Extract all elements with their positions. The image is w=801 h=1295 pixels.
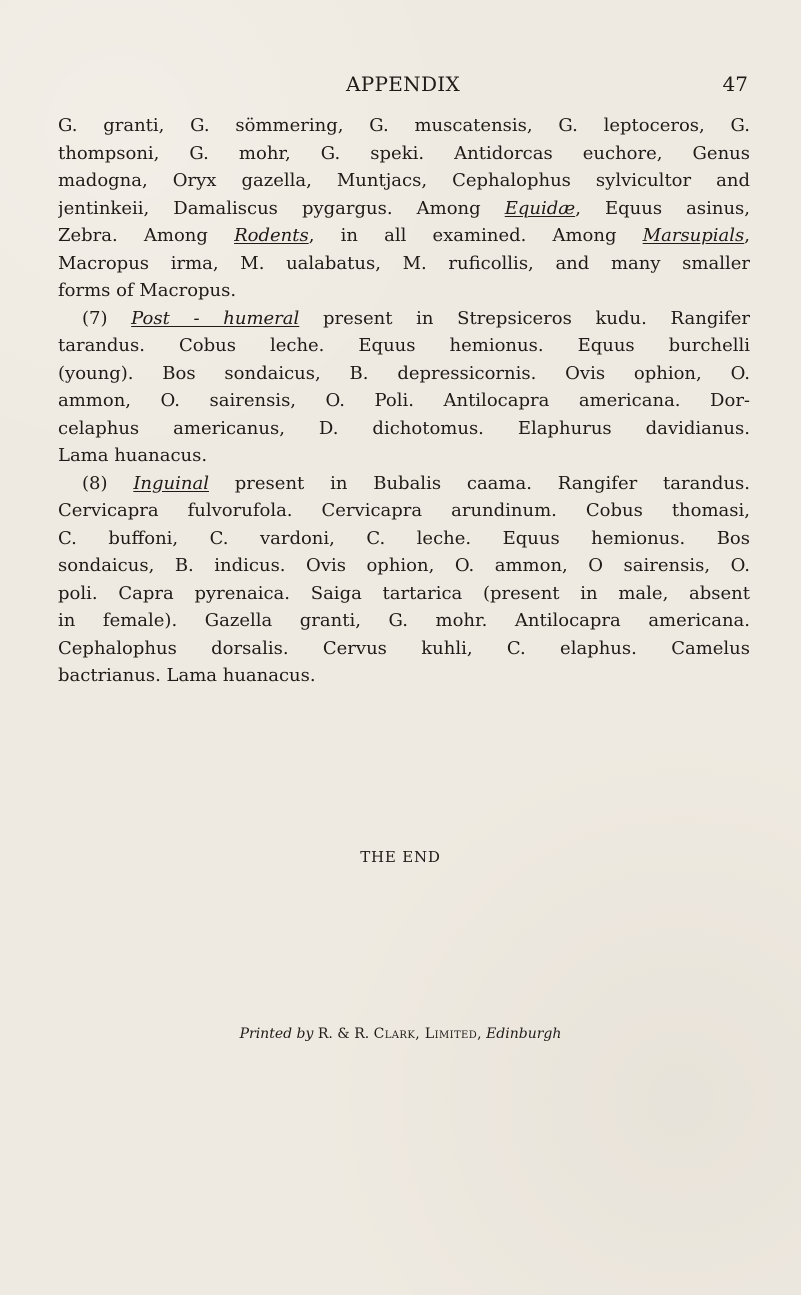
taxon-heading-equidae: Equidæ [504,197,576,219]
printer-separator: , [477,1026,487,1042]
printer-name-initials: R. & R. [313,1026,374,1042]
text-line: Cephalophus dorsalis. Cervus kuhli, C. elaphus. Camelus [58,637,750,659]
taxon-heading-rodents: Rodents [234,225,309,246]
text-line: Cervicapra fulvorufola. Cervicapra arundinum. Cobus thomasi, [58,500,750,521]
text-line: (8) Inguinal present in Bubalis caama. Rangifer tarandus. [82,472,750,494]
text-line: in female). Gazella granti, G. mohr. Antilocapra americana. [58,610,750,631]
text-line: thompsoni, G. mohr, G. speki. Antidorcas euchore, Genus [58,142,750,164]
printer-label: Printed by [239,1026,314,1042]
text-line: (young). Bos sondaicus, B. depressicornis. Ovis ophion, O. [58,362,750,384]
printer-place: Edinburgh [486,1026,562,1042]
text-line: G. granti, G. sömmering, G. muscatensis, G. leptoceros, G. [58,115,750,136]
text-line: tarandus. Cobus leche. Equus hemionus. Equus burchelli [58,335,750,356]
printer-imprint [0,1026,801,1042]
text-line: bactrianus. Lama huanacus. [58,665,316,686]
taxon-heading-marsupials: Marsupials [642,225,745,246]
text-line: ammon, O. sairensis, O. Poli. Antilocapra americana. Dor- [58,390,750,411]
text-line: C. buffoni, C. vardoni, C. leche. Equus hemionus. Bos [58,527,750,549]
text-line: forms of Macropus. [58,280,237,301]
page-number: 47 [722,72,748,96]
appendix-body-text [58,112,750,690]
text-line: celaphus americanus, D. dichotomus. Elaphurus davidianus. [58,417,750,439]
text-line: jentinkeii, Damaliscus pygargus. Among Equidæ, Equus asinus, [58,197,750,219]
the-end-heading: THE END [360,848,441,866]
section-heading-inguinal: Inguinal [133,472,209,494]
text-line: Zebra. Among Rodents, in all examined. Among Marsupials, [58,225,750,246]
running-title: APPENDIX [345,72,461,96]
text-line: Macropus irma, M. ualabatus, M. ruficollis, and many smaller [58,252,750,274]
text-line: madogna, Oryx gazella, Muntjacs, Cephalophus sylvicultor and [58,170,750,191]
text-line: poli. Capra pyrenaica. Saiga tartarica (present in male, absent [58,582,750,604]
text-line: (7) Post - humeral present in Strepsiceros kudu. Rangifer [82,307,750,329]
text-line: Lama huanacus. [58,445,208,466]
printer-name-company: Clark, Limited [373,1026,478,1042]
text-line: sondaicus, B. indicus. Ovis ophion, O. ammon, O sairensis, O. [58,555,750,576]
section-heading-post-humeral: Post - humeral [131,307,300,329]
page-header [58,72,748,100]
